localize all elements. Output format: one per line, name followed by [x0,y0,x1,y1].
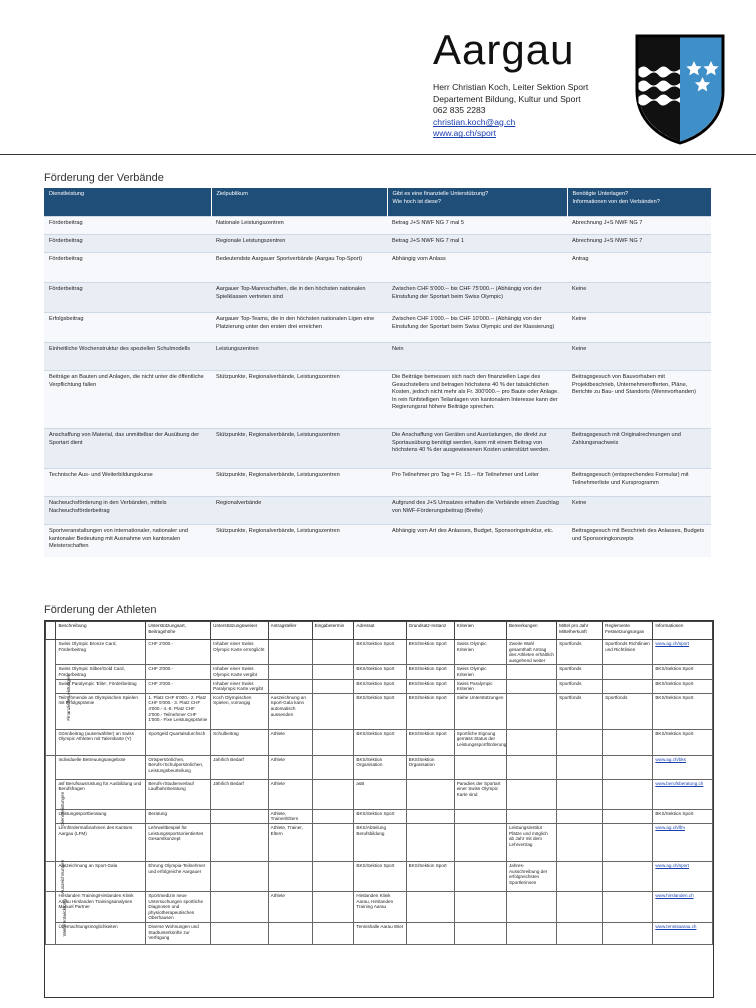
table-cell: Förderbeitrag [44,283,211,313]
contact-name: Herr Christian Koch, Leiter Sektion Sport [433,82,589,92]
table-cell: Anschaffung von Material, das unmittelbar der Ausübung der Sportart dient [44,429,211,469]
table-cell: Beitragsgesuch mit Beschrieb des Anlasses, Budgets und Sponsoringkonzepts [567,525,711,557]
table-cell: Leistungszentren [211,343,387,371]
table-cell: Abhängig vom Anlass [387,253,567,283]
table-cell: BKS/Sektion Sport [354,861,406,891]
table-cell [406,823,454,861]
table-cell [211,922,268,944]
table-cell: Aufgrund des J+S Umsatzes erhalten die Verbände einen Zuschlag von NWF-Förderungsbeitrag (Breite) [387,497,567,525]
table-cell [406,809,454,823]
info-link[interactable]: www.hirslanden.ch [655,892,694,898]
column-header: Beschreibung [56,622,146,640]
table-cell: Ehrung Olympia-Teilnehmer und erfolgreiche Aargauer [146,861,211,891]
table-cell: BKS/Abteilung Berufsbildung [354,823,406,861]
table-cell [603,779,653,809]
table-cell [312,755,354,779]
table-cell [406,922,454,944]
table-cell [603,861,653,891]
table-cell: Keine [567,497,711,525]
table-cell [268,665,312,679]
table-cell [312,640,354,665]
aargau-crest-icon [634,33,726,145]
table-cell: Betrag J+S NWF NG 7 mal 5 [387,217,567,235]
table-cell [312,729,354,755]
table-cell [557,861,603,891]
table-cell: Sportfonds [557,693,603,729]
table-cell: Keine [567,343,711,371]
table-cell [454,755,506,779]
table-cell: Regionale Leistungszentren [211,235,387,253]
table-cell: Bedeutendste Aargauer Sportverbände (Aargau Top-Sport) [211,253,387,283]
table-cell: Sportfonds [603,693,653,729]
group-label-cell [46,891,67,944]
table-cell: BKS/Sektion Organisation [354,755,406,779]
table-cell: Athlete, Trainer, Eltern [268,823,312,861]
table-cell: Stützpunkte, Regionalverbände, Leistungszentren [211,469,387,497]
table-cell [506,693,556,729]
table-cell [653,755,713,779]
table-cell: Förderbeitrag [44,217,211,235]
table-cell [557,809,603,823]
table-cell [454,922,506,944]
group-label: Auszeichnungen [60,859,66,894]
table-cell: Athlete [268,891,312,922]
verbaende-header-row [44,188,711,217]
column-header [46,622,56,640]
table-cell: BKS/Sektion Sport [354,665,406,679]
group-label-cell [46,859,66,894]
table-cell [557,779,603,809]
table-cell: Tennishalle Aarau Wiet [354,922,406,944]
contact-email-link[interactable]: christian.koch@ag.ch [433,116,516,127]
table-cell [312,823,354,861]
table-cell: Regionalverbände [211,497,387,525]
table-cell [653,640,713,665]
table-cell: Auszeichnung an Sport-Gala kann automatisch aussenden [268,693,312,729]
table-cell: Nein [387,343,567,371]
table-cell [454,809,506,823]
table-cell: Athlete [268,755,312,779]
group-label-cell [46,755,66,861]
table-cell: Zwischen CHF 1'000.-- bis CHF 10'000.-- (Abhängig von der Einstufung der Sportart beim Swiss Olympic und der Klassierung) [387,313,567,343]
table-cell: Beratung [146,809,211,823]
column-header: Bemerkungen [506,622,556,640]
verbaende-row [44,235,711,253]
table-cell: BKS/Sektion Sport [653,809,713,823]
verbaende-row [44,469,711,497]
table-cell: Stützpunkte, Regionalverbände, Leistungszentren [211,525,387,557]
table-cell: Sportgeld Quartalsdurchsch [146,729,211,755]
table-cell: Sportfonds [557,640,603,665]
table-cell [506,891,556,922]
table-cell [557,729,603,755]
table-cell: Ortspersönlichen, Berufs-/Schulpersönlichen, Leistungsbeurteilung [146,755,211,779]
athleten-table-frame [44,620,714,998]
verbaende-table [44,188,712,557]
table-cell: Swiss Paralympic Kriterien [454,679,506,693]
table-cell: CHF 3'000.- [146,665,211,679]
athleten-row [46,861,713,891]
table-cell: Jahres-Ausschreibung der erfolgreichsten Sportlerinnen [506,861,556,891]
verbaende-row [44,343,711,371]
table-cell: Pro Teilnehmer pro Tag = Fr. 15.-- für Teilnehmer und Leiter [387,469,567,497]
verbaende-row [44,217,711,235]
table-cell [454,891,506,922]
info-link[interactable]: www.berufsberatung.ch [655,780,704,786]
table-cell: Nachwuchsförderung in den Verbänden, mittels Nachwuchsförderbeitrag [44,497,211,525]
table-cell: Nationale Leistungszentren [211,217,387,235]
column-header: Kriterien [454,622,506,640]
table-cell: Teilnehmende an Olympischen Spielen mit Erfolgsprämie [56,693,146,729]
table-cell: Inhaber einer Swiss Paralympic Karte vergibt [211,679,268,693]
table-cell [653,922,713,944]
table-cell: Lehrweltbespiel für Leistungssportsorientiertes Gesamtkonzept [146,823,211,861]
info-link[interactable]: www.ag.ch/sport [655,641,690,646]
table-cell [268,922,312,944]
table-cell [406,779,454,809]
table-cell [312,693,354,729]
table-cell: 1. Platz CHF 6'000.- 2. Platz CHF 5'000.- 3. Platz CHF 4'000.- 4.-8. Platz CHF 2'000.- Teilnehmer CHF 1'000.- Fixe Leistungsprämie [146,693,211,729]
table-cell [211,809,268,823]
table-cell: Zweite Wahl gesamthaft Antrag des Athleten erhältlich ausgehend weiter [506,640,556,665]
table-cell [506,729,556,755]
table-cell: asB [354,779,406,809]
column-header: Unterstützungsweiser [211,622,268,640]
athleten-row [46,779,713,809]
section-title-verbaende: Förderung der Verbände [44,172,164,184]
table-cell: BKS/Sektion Sport [406,679,454,693]
table-cell: Koch Olympischen Spielen, vorrangig [211,693,268,729]
table-cell: Technische Aus- und Weiterbildungskurse [44,469,211,497]
athleten-row [46,809,713,823]
table-cell [603,809,653,823]
verbaende-row [44,253,711,283]
column-header: Antragsteller [268,622,312,640]
brand-wordmark: Aargau [433,26,575,73]
table-cell: Berufs-/Studienverlauf Laufbahnberatung [146,779,211,809]
table-cell: Jährlich Bedarf [211,779,268,809]
column-header: Gibt es eine finanzielle Unterstützung? Wie hoch ist diese? [387,188,567,217]
table-cell: Lernfördermaßnahmen des Kantons Aargau (LFM) [56,823,146,861]
table-cell: Abrechnung J+S NWF NG 7 [567,235,711,253]
table-cell [454,861,506,891]
contact-department: Departement Bildung, Kultur und Sport [433,93,581,104]
letterhead [0,0,756,156]
table-cell [454,823,506,861]
table-cell: BKS/Sektion Sport [354,679,406,693]
info-link[interactable]: www.ag.ch/lfm [655,824,685,830]
table-cell: BKS/Sektion Sport [406,640,454,665]
column-header: Eingabetermin [312,622,354,640]
group-label-cell [46,640,72,756]
table-cell: Stützpunkte, Regionalverbände, Leistungszentren [211,429,387,469]
table-cell: Swiss Olympic Kriterien [454,665,506,679]
athleten-row [46,665,713,679]
table-cell: Inhaber einer Swiss Olympic Karte vergibt [211,665,268,679]
table-cell: asf Berufsausrüstung für Ausbildung und Berufsfragen [56,779,146,809]
contact-website-link[interactable]: www.ag.ch/sport [433,128,497,139]
table-cell: Förderbeitrag [44,235,211,253]
table-cell [506,755,556,779]
table-cell: Gönnbeitrag (auserwählter) an Swiss Olympic Athleten mit Talentkarte (Y) [56,729,146,755]
table-cell: BKS/Sektion Sport [406,665,454,679]
table-cell: Zwischen CHF 5'000.-- bis CHF 75'000.-- (Abhängig von der Einstufung der Sportart beim Swiss Olympic) [387,283,567,313]
info-link[interactable]: www.tennisaarau.ch [655,923,697,929]
table-cell: Athlete [268,729,312,755]
table-cell [557,755,603,779]
table-cell: CHF 2'000.- [146,640,211,665]
column-header: Mittel pro Jahr Mittelherkunft [557,622,603,640]
table-cell: Stützpunkte, Regionalverbände, Leistungszentren [211,371,387,429]
contact-phone: 062 835 2283 [433,105,486,116]
table-cell [312,861,354,891]
athleten-row [46,693,713,729]
table-cell [268,640,312,665]
table-cell: Förderbeitrag [44,253,211,283]
table-cell [268,861,312,891]
table-cell: Leistungsinstitut Plätze und möglich ab Jahr mit dem Lehrvertrag [506,823,556,861]
table-cell: Siehe Unterstützungen [454,693,506,729]
table-cell [268,679,312,693]
group-label: Finanzielle Leistungen [66,674,72,721]
table-cell [312,891,354,922]
table-cell: Leistungssportberatung [56,809,146,823]
table-cell: BKS/Sektion Sport [653,679,713,693]
table-cell: Swiss Olympic Silber/Gold Card, Förderbeitrag [56,665,146,679]
table-cell [506,922,556,944]
column-header: Unterstützungsart, Beitragshöhe [146,622,211,640]
athleten-table [45,621,713,945]
table-cell: CHF 3'000.- [146,679,211,693]
table-cell: Beiträge an Bauten und Anlagen, die nicht unter die öffentliche Verpflichtung fallen [44,371,211,429]
table-cell: BKS/Sektion Sport [406,861,454,891]
table-cell [653,823,713,861]
table-cell [603,679,653,693]
table-cell [557,891,603,922]
table-cell: Keine [567,283,711,313]
table-cell: Beitragsgesuch mit Originalrechnungen und Zahlungsnachweis [567,429,711,469]
table-cell: Betrag J+S NWF NG 7 mal 1 [387,235,567,253]
table-cell: Die Anschaffung von Geräten und Ausrüstungen, die direkt zur Sportausübung benötigt werden, kann mit einem Beitrag von höchstens 40 % der ausgewiesenen Kosten unterstützt werden. [387,429,567,469]
table-cell [557,823,603,861]
table-cell: Individuelle Betreuungsangebote [56,755,146,779]
column-header: Dienstleistung [44,188,211,217]
table-cell [211,891,268,922]
table-cell: Abhängig vom Art des Anlasses, Budget, Sponsoringstruktur, etc. [387,525,567,557]
table-cell [603,922,653,944]
table-cell: BKS/Sektion Sport [354,640,406,665]
table-cell: BKS/Sektion Sport [406,729,454,755]
verbaende-row [44,497,711,525]
table-cell: Sportliche Eignung gemäss Status der Leistungssportförderung [454,729,506,755]
table-cell: Schulbeitrag [211,729,268,755]
column-header: Adressat [354,622,406,640]
table-cell [506,779,556,809]
table-cell: Sportfonds [557,665,603,679]
table-cell: BKS/Sektion Sport [354,693,406,729]
table-cell [603,891,653,922]
column-header: Informationen [653,622,713,640]
table-cell: Inhaber einer Swiss Olympic Karte ermöglicht [211,640,268,665]
table-cell: Keine [567,313,711,343]
table-cell [653,861,713,891]
table-cell [211,861,268,891]
table-cell: Sportfonds Richtlinien und Richtlinien [603,640,653,665]
table-cell [653,779,713,809]
athleten-row [46,640,713,665]
table-cell: Sportfonds [557,679,603,693]
verbaende-row [44,371,711,429]
table-cell: Aargauer Top-Mannschaften, die in den höchsten nationalen Spielklassen vertreten sind [211,283,387,313]
group-label: Dienstleistungen [60,791,66,826]
athleten-row [46,922,713,944]
table-cell [603,729,653,755]
table-cell: Beitragsgesuch von Bauvorhaben mit Projektbeschrieb, Unternehmerofferten, Pläne, Berichte zu Bau- und Standorts (Wennvorhanden) [567,371,711,429]
table-cell [312,679,354,693]
verbaende-row [44,283,711,313]
verbaende-row [44,525,711,557]
contact-block [433,82,588,140]
verbaende-row [44,429,711,469]
table-cell: BKS/Sektion Sport [653,665,713,679]
info-link[interactable]: www.ag.ch/sport [655,862,690,868]
group-label: Weiterentwicklung [61,899,67,937]
table-cell: BKS/Sektion Sport [354,809,406,823]
header-divider [0,154,756,155]
table-cell: Swiss Olympic Kriterien [454,640,506,665]
table-cell: BKS/Sektion Sport [354,729,406,755]
table-cell: Erfolgsbeitrag [44,313,211,343]
table-cell: Athlete [268,779,312,809]
table-cell: Jahrlich Bedarf [211,755,268,779]
table-cell: Paradies der Sportart einer Swiss Olympic Karte sind [454,779,506,809]
athleten-row [46,823,713,861]
table-cell [406,891,454,922]
table-cell: Hirslanden Klinik Aarau, Hirslanden Training Aarau [354,891,406,922]
verbaende-row [44,313,711,343]
table-cell [312,665,354,679]
table-cell: Aargauer Top-Teams, die in den höchsten nationalen Ligen eine Platzierung unter den ersten drei erreichen [211,313,387,343]
table-cell: BKS/Sektion Sport [653,693,713,729]
table-cell [653,891,713,922]
athleten-row [46,755,713,779]
table-cell [312,779,354,809]
athleten-row [46,679,713,693]
table-cell: Antrag [567,253,711,283]
info-link[interactable]: www.ag.ch/bks [655,756,686,762]
table-cell: Sportveranstaltungen von internationaler, nationaler und kantonaler Bedeutung mit Ausnahme von kantonalen Meisterschaften [44,525,211,557]
column-header: Grundsatz-Instanz [406,622,454,640]
table-cell [506,809,556,823]
athleten-header-row [46,622,713,640]
table-cell: Beitragsgesuch (entsprechendes Formular) mit Teilnehmerliste und Kursprogramm [567,469,711,497]
column-header: Benötigte Unterlagen? Informationen von den Verbänden? [567,188,711,217]
table-cell [211,823,268,861]
table-cell [603,665,653,679]
table-cell: Hirslanden Training/Hirslanden Klinik Aarau Hirslanden Trainingsanalysen Manuel Partner [56,891,146,922]
table-cell [557,922,603,944]
table-cell [603,823,653,861]
athleten-row [46,729,713,755]
athleten-row [46,891,713,922]
column-header: Reglemente Festsetzungsorgan [603,622,653,640]
table-cell [506,679,556,693]
table-cell: BKS/Sektion Sport [406,693,454,729]
section-title-athleten: Förderung der Athleten [44,604,157,616]
table-cell: Diverse Wohnungen und Stadtunterkünfte zur Verfügung [146,922,211,944]
table-cell: Die Beiträge bemessen sich nach den finanziellen Lage des Gesuchstellers und betragen höchstens 40 % der tatsächlichen Kosten, jedoch nicht mehr als Fr. 300'000.-- pro Baute oder Anlage. In rein fünfstelligen Teilanlagen von kantonalem Interesse kann der Regierungsrat höhere Beiträge sprechen. [387,371,567,429]
table-cell: Athlete, Trainer/Eltern [268,809,312,823]
table-cell: Sportmedizin neue Untersuchungen sportliche Diagnosen und physiotherapeutischen Oberhausen [146,891,211,922]
column-header: Zielpublikum [211,188,387,217]
table-cell: BKS/Sektion Organisation [406,755,454,779]
table-cell: Swiss Paralympic 'Elite', Förderbeitrag [56,679,146,693]
table-cell: Einheitliche Wochenstruktur des speziellen Schulmodells [44,343,211,371]
table-cell: Übernachtungsmöglichkeiten [56,922,146,944]
table-cell [312,922,354,944]
table-cell [603,755,653,779]
table-cell: BKS/Sektion Sport [653,729,713,755]
table-cell: Auszeichnung an Sport-Gala [56,861,146,891]
table-cell [506,665,556,679]
table-cell: Swiss Olympic Bronze Card, Förderbeitrag [56,640,146,665]
table-cell: Abrechnung J+S NWF NG 7 [567,217,711,235]
table-cell [312,809,354,823]
